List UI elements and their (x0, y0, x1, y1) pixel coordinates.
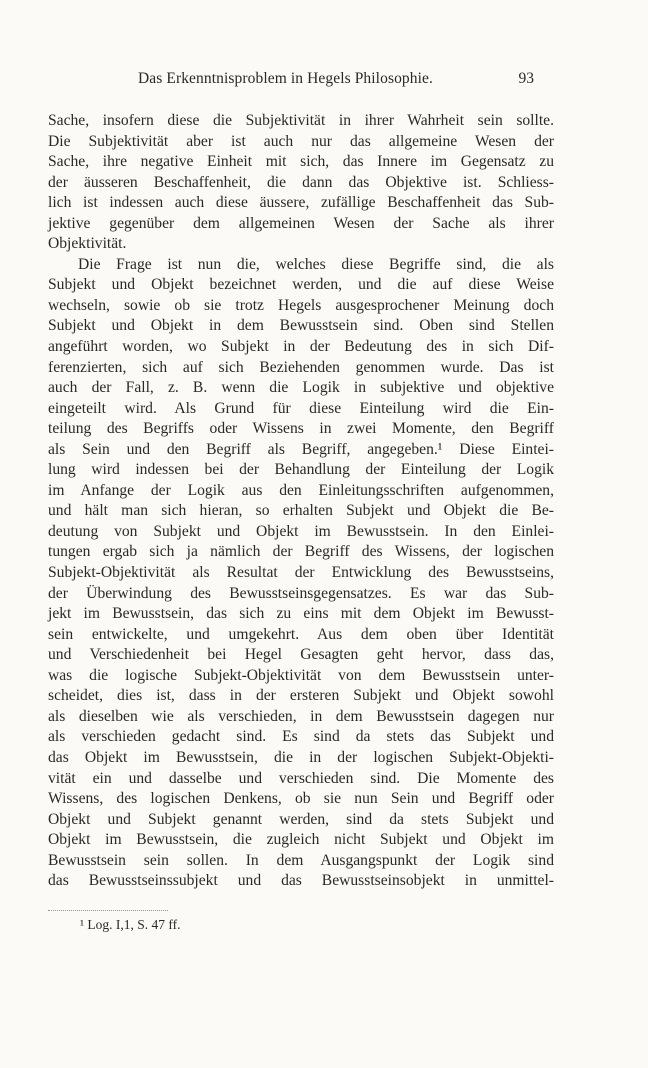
text-line: im Anfange der Logik aus den Einleitungsschriften aufgenommen, (48, 481, 554, 499)
text-line: Bewusstsein sein sollen. In dem Ausgangspunkt der Logik sind (48, 851, 554, 869)
text-line: jekt im Bewusstsein, das sich zu eins mit dem Objekt im Bewusst- (48, 605, 554, 623)
running-head (48, 70, 534, 92)
paragraph-start-line: Die Frage ist nun die, welches diese Begriffe sind, die als (78, 255, 554, 273)
text-line: als verschieden gedacht sind. Es sind da stets das Subjekt und (48, 728, 554, 746)
text-line: und Verschiedenheit bei Hegel Gesagten geht hervor, dass das, (48, 646, 554, 664)
text-line: das Objekt im Bewusstsein, die in der logischen Subjekt-Objekti- (48, 748, 554, 766)
running-title: Das Erkenntnisproblem in Hegels Philosophie. (138, 70, 433, 87)
text-line: lich ist indessen auch diese äussere, zufällige Beschaffenheit das Sub- (48, 194, 554, 212)
text-line: und hält man sich hieran, so erhalten Subjekt und Objekt die Be- (48, 502, 554, 520)
text-line: was die logische Subjekt-Objektivität von dem Bewusstsein unter- (48, 666, 554, 684)
text-line: Wissens, des logischen Denkens, ob sie nun Sein und Begriff oder (48, 790, 554, 808)
text-line: das Bewusstseinssubjekt und das Bewusstseinsobjekt in unmittel- (48, 872, 554, 890)
text-line: sein entwickelte, und umgekehrt. Aus dem oben über Identität (48, 625, 554, 643)
text-line: Subjekt und Objekt in dem Bewusstsein sind. Oben sind Stellen (48, 317, 554, 335)
text-line: jektive gegenüber dem allgemeinen Wesen der Sache als ihrer (48, 214, 554, 232)
text-line: der Überwindung des Bewusstseinsgegensatzes. Es war das Sub- (48, 584, 554, 602)
text-line: Objekt und Subjekt genannt werden, sind da stets Subjekt und (48, 810, 554, 828)
text-line: deutung von Subjekt und Objekt im Bewusstsein. In den Einlei- (48, 522, 554, 540)
text-line: Die Subjektivität aber ist auch nur das allgemeine Wesen der (48, 132, 554, 150)
text-line: tungen ergab sich ja nämlich der Begriff des Wissens, der logischen (48, 543, 554, 561)
text-line: eingeteilt wird. Als Grund für diese Einteilung wird die Ein- (48, 399, 554, 417)
text-line: Objekt im Bewusstsein, die zugleich nicht Subjekt und Objekt im (48, 831, 554, 849)
text-line: der äusseren Beschaffenheit, die dann das Objektive ist. Schliess- (48, 173, 554, 191)
text-line: Objektivität. (48, 235, 127, 253)
text-line: als dieselben wie als verschieden, in dem Bewusstsein dagegen nur (48, 707, 554, 725)
text-line: Subjekt-Objektivität als Resultat der Entwicklung des Bewusstseins, (48, 564, 554, 582)
text-line: wechseln, sowie ob sie trotz Hegels ausgesprochener Meinung doch (48, 296, 554, 314)
body-text (48, 111, 554, 892)
text-line: Sache, ihre negative Einheit mit sich, das Innere im Gegensatz zu (48, 153, 554, 171)
text-line: vität ein und dasselbe und verschieden sind. Die Momente des (48, 769, 554, 787)
text-line: angeführt worden, wo Subjekt in der Bedeutung des in sich Dif- (48, 338, 554, 356)
footnote: ¹ Log. I,1, S. 47 ff. (80, 917, 181, 932)
text-line: lung wird indessen bei der Behandlung der Einteilung der Logik (48, 461, 554, 479)
text-line: Subjekt und Objekt bezeichnet werden, und die auf diese Weise (48, 276, 554, 294)
text-line: ferenzierten, sich auf sich Beziehenden genommen wurde. Das ist (48, 358, 554, 376)
text-line: als Sein und den Begriff als Begriff, angegeben.¹ Diese Eintei- (48, 440, 554, 458)
page-number: 93 (518, 70, 534, 87)
text-line: auch der Fall, z. B. wenn die Logik in subjektive und objektive (48, 379, 554, 397)
text-line: scheidet, dies ist, dass in der ersteren Subjekt und Objekt sowohl (48, 687, 554, 705)
text-line: teilung des Begriffs oder Wissens in zwei Momente, den Begriff (48, 420, 554, 438)
footnote-rule (48, 910, 168, 911)
text-line: Sache, insofern diese die Subjektivität in ihrer Wahrheit sein sollte. (48, 112, 554, 129)
